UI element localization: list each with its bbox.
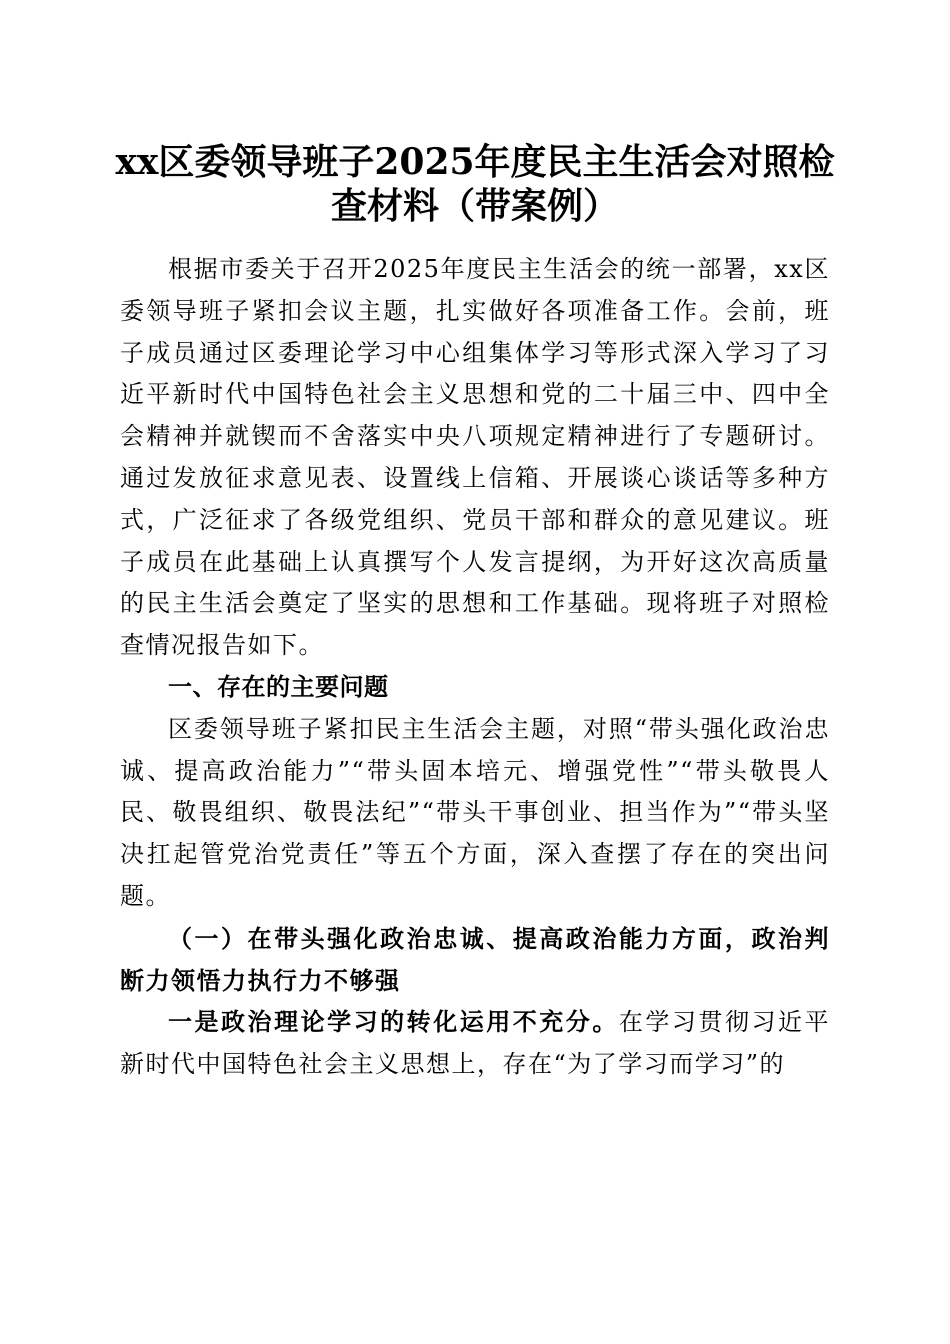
point-paragraph	[120, 1001, 830, 1086]
point-body-text: 在学习贯彻习近平新时代中国特色社会主义思想上，存在“为了学习而学习”的	[120, 1008, 831, 1079]
intro-paragraph: 根据市委关于召开2025年度民主生活会的统一部署，xx区委领导班子紧扣会议主题，扎实做好各项准备工作。会前，班子成员通过区委理论学习中心组集体学习等形式深入学习了习近平新时代中国特色社会主义思想和党的二十届三中、四中全会精神并就锲而不舍落实中央八项规定精神进行了专题研讨。通过发放征求意见表、设置线上信箱、开展谈心谈话等多种方式，广泛征求了各级党组织、党员干部和群众的意见建议。班子成员在此基础上认真撰写个人发言提纲，为开好这次高质量的民主生活会奠定了坚实的思想和工作基础。现将班子对照检查情况报告如下。	[120, 255, 830, 660]
document-title-line-2: 查材料（带案例）	[330, 185, 619, 227]
point-lead-sentence: 一是政治理论学习的转化运用不充分。	[168, 1007, 619, 1037]
section-heading-problems: 一、存在的主要问题	[168, 672, 389, 701]
document-title-line-1: xx区委领导班子2025年度民主生活会对照检	[115, 141, 835, 183]
document-body	[120, 249, 830, 1086]
subsection-heading-political-loyalty: （一）在带头强化政治忠诚、提高政治能力方面，政治判断力领悟力执行力不够强	[120, 923, 830, 995]
section-body-paragraph: 区委领导班子紧扣民主生活会主题，对照“带头强化政治忠诚、提高政治能力”“带头固本培元、增强党性”“带头敬畏人民、敬畏组织、敬畏法纪”“带头干事创业、担当作为”“带头坚决扛起管党治党责任”等五个方面，深入查摆了存在的突出问题。	[120, 714, 830, 910]
